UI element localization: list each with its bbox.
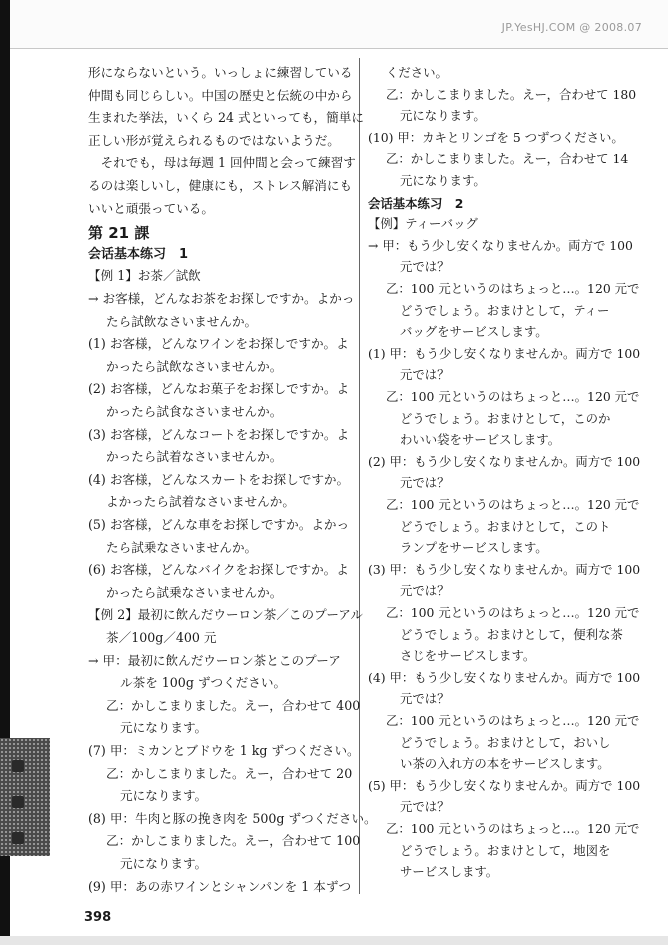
text-line: 元になります。 (120, 720, 208, 736)
text-line: 乙：100 元というのはちょっと…。120 元で (386, 821, 640, 836)
watermark: JP.YesHJ.COM @ 2008.07 (501, 21, 642, 34)
text-line: かったら試着なさいませんか。 (106, 449, 283, 465)
text-line: 元になります。 (400, 173, 486, 188)
text-line: かったら試飲なさいませんか。 (106, 358, 283, 374)
text-line: 茶／100g／400 元 (106, 630, 217, 645)
text-line: 元では？ (400, 259, 450, 275)
tab-mark-icon (12, 796, 24, 808)
tab-mark-icon (12, 760, 24, 772)
text-line: 元では？ (400, 583, 450, 599)
text-line: (7) 甲：ミカンとブドウを 1 kg ずつください。 (88, 743, 360, 758)
text-line: どうでしょう。おまけとして，このか (400, 410, 611, 426)
text-line: 正しい形が覚えられるものではないようだ。 (88, 132, 340, 148)
text-line: どうでしょう。おまけとして，地図を (400, 842, 611, 858)
section-heading: 会话基本练习 2 (368, 195, 464, 211)
text-line: よかったら試着なさいませんか。 (106, 494, 295, 510)
tab-mark-icon (12, 832, 24, 844)
text-line: さじをサービスします。 (400, 648, 536, 664)
text-line: かったら試乗なさいませんか。 (106, 584, 283, 600)
lesson-title: 第 21 課 (88, 224, 150, 243)
text-line: 乙：100 元というのはちょっと…。120 元で (386, 713, 640, 728)
text-line: い茶の入れ方の本をサービスします。 (400, 756, 610, 772)
text-line: サービスします。 (400, 864, 499, 880)
page-bottom-band (0, 936, 668, 945)
text-line: → 甲：最初に飲んだウーロン茶とこのプーア (88, 652, 341, 668)
text-line: ル茶を 100g ずつください。 (120, 675, 287, 691)
page-header (10, 0, 668, 49)
text-line: どうでしょう。おまけとして，このト (400, 518, 611, 534)
text-line: 元では？ (400, 691, 450, 707)
text-line: 乙：かしこまりました。えー，合わせて 180 (386, 86, 637, 102)
text-line: (4) 甲：もう少し安くなりませんか。両方で 100 (368, 669, 641, 685)
text-line: (9) 甲：あの赤ワインとシャンパンを 1 本ずつ (88, 878, 352, 894)
column-divider (359, 58, 360, 894)
text-line: (4) お客様，どんなスカートをお探しですか。 (88, 471, 350, 487)
text-line: 元になります。 (400, 108, 486, 124)
text-line: (2) 甲：もう少し安くなりませんか。両方で 100 (368, 453, 641, 469)
example-label: 【例】ティーバッグ (368, 216, 478, 232)
text-line: (5) お客様，どんな車をお探しですか。よかっ (88, 517, 350, 532)
text-line: どうでしょう。おまけとして，おいし (400, 734, 611, 750)
text-line: たら試飲なさいませんか。 (106, 313, 258, 329)
text-line: 乙：かしこまりました。えー，合わせて 20 (106, 765, 353, 781)
text-line: 乙：100 元というのはちょっと…。120 元で (386, 497, 640, 512)
text-line: (6) お客様，どんなバイクをお探しですか。よ (88, 562, 349, 578)
text-line: 元では？ (400, 475, 450, 491)
text-line: 生まれた挙法，いくら 24 式といっても，簡単に (88, 110, 364, 126)
text-line: (2) お客様，どんなお菓子をお探しですか。よ (88, 381, 350, 397)
text-line: (5) 甲：もう少し安くなりませんか。両方で 100 (368, 777, 641, 793)
text-line: 元では？ (400, 367, 450, 383)
text-line: 元では？ (400, 799, 450, 815)
text-line: (1) お客様，どんなワインをお探しですか。よ (88, 336, 349, 352)
page-number: 398 (84, 910, 112, 925)
text-line: 乙：かしこまりました。えー，合わせて 100 (106, 833, 361, 849)
chapter-side-tab (0, 738, 50, 856)
text-line: 元になります。 (120, 788, 208, 804)
text-line: → 甲：もう少し安くなりませんか。両方で 100 (368, 237, 633, 253)
text-line: 乙：かしこまりました。えー，合わせて 400 (106, 697, 361, 713)
text-line: 乙：100 元というのはちょっと…。120 元で (386, 605, 640, 620)
text-line: 乙：かしこまりました。えー，合わせて 14 (386, 151, 629, 167)
text-line: バッグをサービスします。 (400, 324, 548, 340)
text-line: 乙：100 元というのはちょっと…。120 元で (386, 281, 640, 296)
text-line: → お客様，どんなお茶をお探しですか。よかっ (88, 291, 355, 306)
text-line: 元になります。 (120, 856, 208, 871)
text-line: (3) お客様，どんなコートをお探しですか。よ (88, 426, 350, 442)
section-heading: 会话基本练习 1 (88, 246, 189, 262)
text-line: (8) 甲：牛肉と豚の挽き肉を 500g ずつください。 (88, 810, 377, 826)
text-line: それでも，母は毎週 1 回仲間と会って練習す (88, 155, 356, 171)
text-line: (3) 甲：もう少し安くなりませんか。両方で 100 (368, 561, 641, 577)
text-line: 仲間も同じらしい。中国の歴史と伝統の中から (88, 87, 353, 103)
example-label: 【例 2】最初に飲んだウーロン茶／このプーアル (88, 607, 363, 623)
text-line: どうでしょう。おまけとして，便利な茶 (400, 626, 623, 642)
text-line: (1) 甲：もう少し安くなりませんか。両方で 100 (368, 345, 641, 361)
text-line: ください。 (386, 65, 448, 80)
text-line: ランプをサービスします。 (400, 540, 548, 556)
text-line: わいい袋をサービスします。 (400, 432, 561, 448)
example-label: 【例 1】お茶／試飲 (88, 268, 201, 284)
text-line: いいと頑張っている。 (88, 200, 214, 216)
text-line: 乙：100 元というのはちょっと…。120 元で (386, 389, 640, 404)
text-line: かったら試食なさいませんか。 (106, 404, 283, 419)
text-line: るのは楽しいし，健康にも，ストレス解消にも (88, 178, 353, 193)
text-line: どうでしょう。おまけとして，ティー (400, 302, 610, 318)
text-line: (10) 甲：カキとリンゴを 5 つずつください。 (368, 129, 624, 145)
text-line: たら試乗なさいませんか。 (106, 539, 258, 555)
text-line: 形にならないという。いっしょに練習している (88, 65, 353, 80)
